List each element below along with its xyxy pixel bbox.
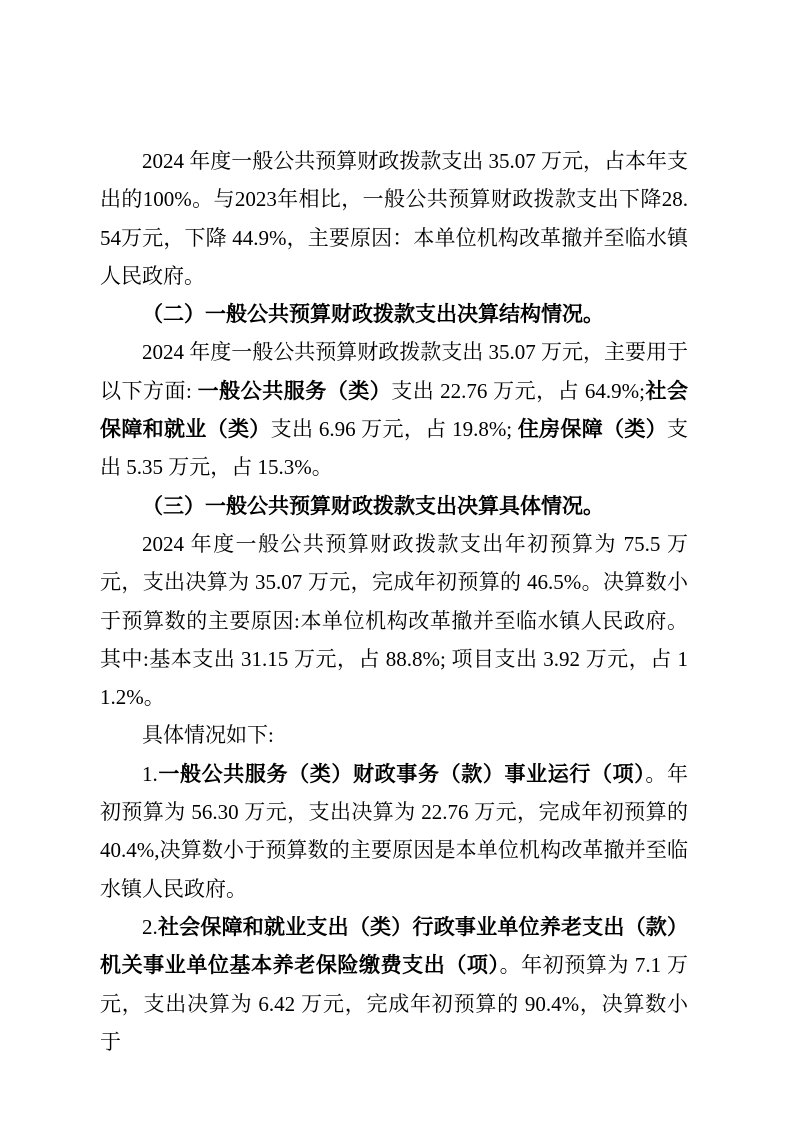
paragraph (100, 333, 688, 486)
text-run: 一般公共服务（类）财政事务（款）事业运行（项） (157, 761, 646, 786)
paragraph (100, 755, 688, 908)
text-run: （三）一般公共预算财政拨款支出决算具体情况。 (142, 493, 604, 518)
text-run: 2024 年度一般公共预算财政拨款支出 35.07 万元，主要用于以下方面: (100, 340, 688, 403)
text-run: 1. (142, 761, 158, 786)
text-run: 2. (142, 914, 158, 939)
text-run: 支出 22.76 万元，占 64.9%; (391, 378, 645, 403)
text-run: 支出 5.35 万元，占 15.3%。 (100, 417, 689, 480)
text-run: 具体情况如下: (142, 723, 274, 748)
text-run: 一般公共服务（类） (197, 378, 392, 403)
text-run: 住房保障（类） (517, 417, 668, 442)
section-heading (100, 295, 688, 333)
text-run: 2024 年度一般公共预算财政拨款支出年初预算为 75.5 万元，支出决算为 35.07 万元，完成年初预算的 46.5%。决算数小于预算数的主要原因:本单位机构改革撤并至临水镇人民政府。其中:基本支出 31.15 万元，占 88.8%; 项目支出 3.92 万元，占 11.2%。 (100, 531, 688, 710)
text-run: 社会保障和就业（类） (100, 378, 689, 442)
text-run: 。年初预算为 7.1 万元，支出决算为 6.42 万元，完成年初预算的 90.4%，决算数小于 (100, 953, 689, 1054)
paragraph (100, 716, 688, 754)
paragraph (100, 908, 688, 1061)
section-heading (100, 487, 688, 525)
text-run: 社会保障和就业支出（类）行政事业单位养老支出（款）机关事业单位基本养老保险缴费支出（项） (100, 914, 688, 978)
text-run: 2024 年度一般公共预算财政拨款支出 35.07 万元，占本年支出的100%。与2023年相比，一般公共预算财政拨款支出下降28.54万元，下降 44.9%，主要原因：本单位机构改革撤并至临水镇人民政府。 (100, 149, 688, 288)
text-run: 支出 6.96 万元，占 19.8%; (270, 417, 518, 442)
paragraph (100, 525, 688, 716)
text-run: （二）一般公共预算财政拨款支出决算结构情况。 (142, 302, 604, 327)
paragraph (100, 142, 688, 295)
text-run: 。年初预算为 56.30 万元，支出决算为 22.76 万元，完成年初预算的 40.4%,决算数小于预算数的主要原因是本单位机构改革撤并至临水镇人民政府。 (100, 761, 689, 901)
document-body (100, 142, 688, 1061)
